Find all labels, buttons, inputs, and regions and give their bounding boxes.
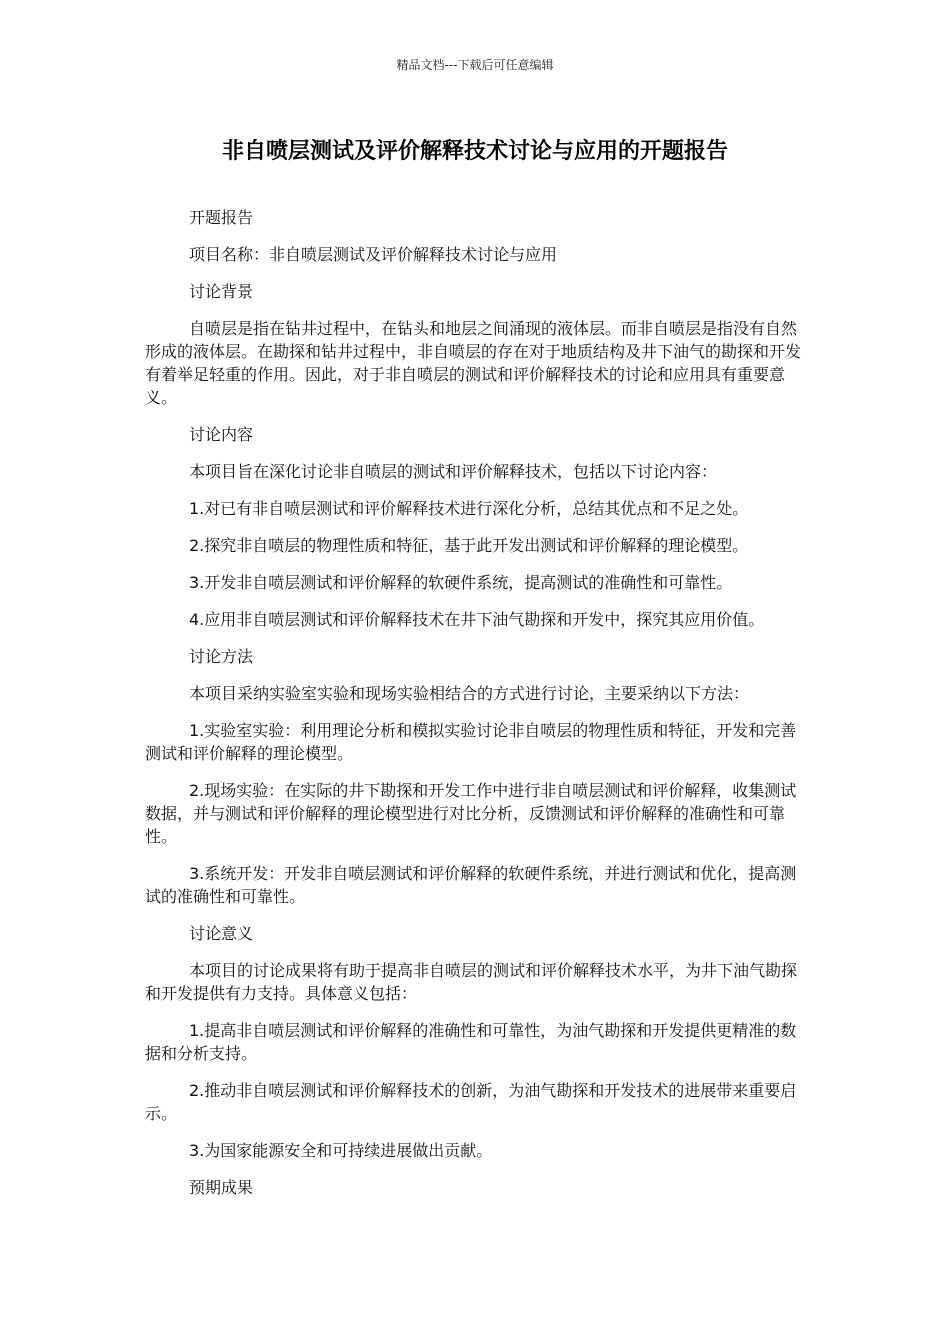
document-title: 非自喷层测试及评价解释技术讨论与应用的开题报告 xyxy=(221,139,728,164)
section-heading-content: 讨论内容 xyxy=(189,425,254,444)
significance-item-2: 2.推动非自喷层测试和评价解释技术的创新，为油气勘探和开发技术的进展带来重要启示。 xyxy=(145,1081,797,1123)
content-item-4: 4.应用非自喷层测试和评价解释技术在井下油气勘探和开发中，探究其应用价值。 xyxy=(189,610,765,629)
content-item-1: 1.对已有非自喷层测试和评价解释技术进行深化分析，总结其优点和不足之处。 xyxy=(189,499,749,518)
content-item-2: 2.探究非自喷层的物理性质和特征，基于此开发出测试和评价解释的理论模型。 xyxy=(189,536,749,555)
section-heading-significance: 讨论意义 xyxy=(189,924,254,943)
method-item-2: 2.现场实验：在实际的井下勘探和开发工作中进行非自喷层测试和评价解释，收集测试数据，并与测试和评价解释的理论模型进行对比分析，反馈测试和评价解释的准确性和可靠性。 xyxy=(145,781,797,846)
methods-intro-paragraph: 本项目采纳实验室实验和现场实验相结合的方式进行讨论，主要采纳以下方法： xyxy=(189,684,750,703)
section-heading-methods: 讨论方法 xyxy=(189,647,254,666)
content-item-3: 3.开发非自喷层测试和评价解释的软硬件系统，提高测试的准确性和可靠性。 xyxy=(189,573,733,592)
method-item-1: 1.实验室实验：利用理论分析和模拟实验讨论非自喷层的物理性质和特征，开发和完善测试和评价解释的理论模型。 xyxy=(145,721,797,763)
significance-item-1: 1.提高非自喷层测试和评价解释的准确性和可靠性，为油气勘探和开发提供更精准的数据和分析支持。 xyxy=(145,1021,797,1063)
content-intro-paragraph: 本项目旨在深化讨论非自喷层的测试和评价解释技术，包括以下讨论内容： xyxy=(189,462,718,481)
significance-item-3: 3.为国家能源安全和可持续进展做出贡献。 xyxy=(189,1141,493,1160)
background-paragraph: 自喷层是指在钻井过程中，在钻头和地层之间涌现的液体层。而非自喷层是指没有自然形成的液体层。在勘探和钻井过程中，非自喷层的存在对于地质结构及井下油气的勘探和开发有着举足轻重的作用。因此，对于非自喷层的测试和评价解释技术的讨论和应用具有重要意义。 xyxy=(145,319,802,407)
method-item-3: 3.系统开发：开发非自喷层测试和评价解释的软硬件系统，并进行测试和优化，提高测试的准确性和可靠性。 xyxy=(145,864,797,906)
section-heading-background: 讨论背景 xyxy=(189,282,254,301)
document-body xyxy=(145,206,807,1213)
significance-intro-paragraph: 本项目的讨论成果将有助于提高非自喷层的测试和评价解释技术水平，为井下油气勘探和开发提供有力支持。具体意义包括： xyxy=(145,961,798,1003)
section-heading-expected-results: 预期成果 xyxy=(189,1178,254,1197)
project-name-line: 项目名称：非自喷层测试及评价解释技术讨论与应用 xyxy=(189,245,558,264)
section-label-proposal: 开题报告 xyxy=(189,208,254,227)
page-header: 精品文档---下载后可任意编辑 xyxy=(396,58,554,72)
